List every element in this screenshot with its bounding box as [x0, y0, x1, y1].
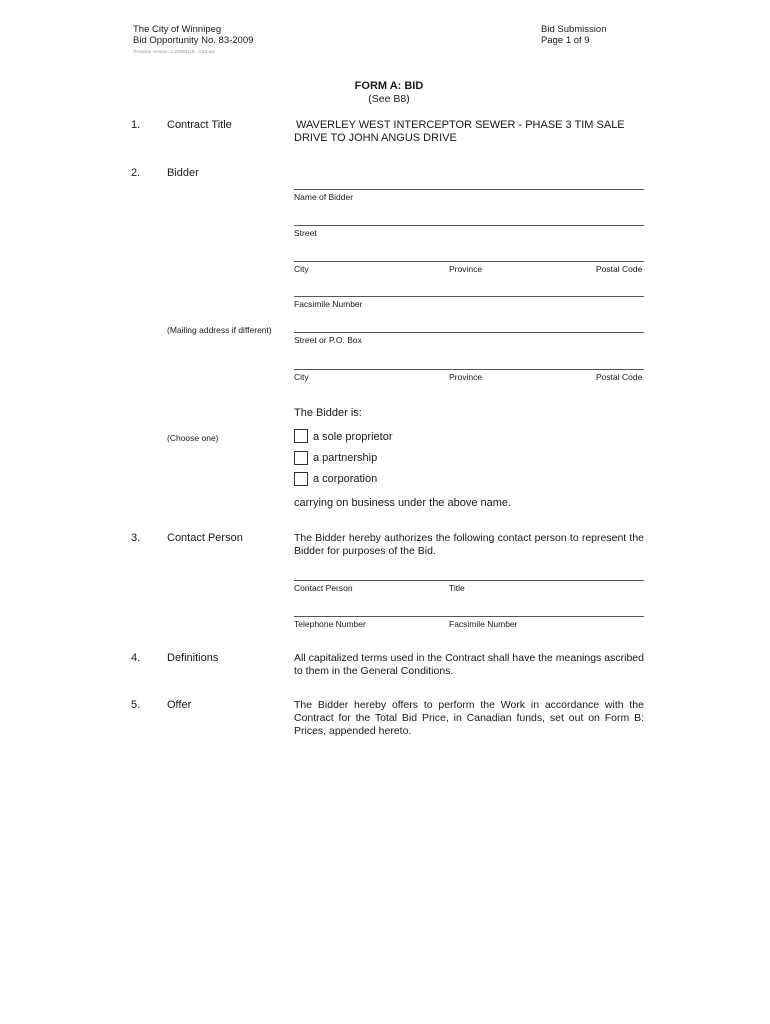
- corporation-label: a corporation: [313, 473, 378, 485]
- contact-facsimile-label: Facsimile Number: [449, 619, 518, 629]
- section-3-label: Contact Person: [167, 532, 243, 544]
- street-line[interactable]: [294, 225, 644, 226]
- section-4-number: 4.: [131, 652, 141, 664]
- section-4-label: Definitions: [167, 652, 219, 664]
- contact-person-label: Contact Person: [294, 583, 353, 593]
- bidder-is-heading: The Bidder is:: [294, 407, 362, 419]
- postal-code-label: Postal Code: [596, 264, 643, 274]
- name-of-bidder-label: Name of Bidder: [294, 192, 354, 202]
- city-province-postal-line[interactable]: [294, 261, 644, 262]
- header-city: The City of Winnipeg: [133, 24, 222, 35]
- offer-text: The Bidder hereby offers to perform the Work in accordance with the Contract for the Total Bid Price, in Canadian funds, set out on Form B: Prices, appended hereto.: [294, 699, 644, 737]
- partnership-checkbox[interactable]: [294, 451, 308, 465]
- telephone-facsimile-line[interactable]: [294, 616, 644, 617]
- telephone-number-label: Telephone Number: [294, 619, 366, 629]
- city-label: City: [294, 264, 309, 274]
- facsimile-line[interactable]: [294, 296, 644, 297]
- section-2-label: Bidder: [167, 167, 199, 179]
- contact-title-label: Title: [449, 583, 465, 593]
- choose-one-note: (Choose one): [167, 433, 219, 443]
- mailing-city-label: City: [294, 372, 309, 382]
- header-bid-submission: Bid Submission: [541, 24, 607, 35]
- section-5-number: 5.: [131, 699, 141, 711]
- name-of-bidder-line[interactable]: [294, 189, 644, 190]
- contract-title-line-2: DRIVE TO JOHN ANGUS DRIVE: [294, 132, 457, 144]
- section-1-number: 1.: [131, 119, 141, 131]
- carrying-on-business-text: carrying on business under the above name.: [294, 497, 512, 509]
- mailing-address-note: (Mailing address if different): [167, 325, 272, 335]
- mailing-city-province-postal-line[interactable]: [294, 369, 644, 370]
- section-3-number: 3.: [131, 532, 141, 544]
- contact-person-line[interactable]: [294, 580, 644, 581]
- corporation-checkbox[interactable]: [294, 472, 308, 486]
- header-template-version: Template Version: C 20090119 - C&S.wd: [133, 49, 215, 54]
- header-bid-opportunity: Bid Opportunity No. 83-2009: [133, 35, 254, 46]
- form-title: FORM A: BID: [354, 80, 424, 92]
- partnership-label: a partnership: [313, 452, 378, 464]
- street-po-line[interactable]: [294, 332, 644, 333]
- contract-title-line-1: WAVERLEY WEST INTERCEPTOR SEWER - PHASE 3 TIM SALE: [296, 119, 625, 131]
- section-5-label: Offer: [167, 699, 192, 711]
- facsimile-label: Facsimile Number: [294, 299, 363, 309]
- section-1-label: Contract Title: [167, 119, 232, 131]
- header-page-number: Page 1 of 9: [541, 35, 590, 46]
- street-label: Street: [294, 228, 317, 238]
- sole-proprietor-checkbox[interactable]: [294, 429, 308, 443]
- definitions-text: All capitalized terms used in the Contract shall have the meanings ascribed to them in the General Conditions.: [294, 652, 644, 677]
- sole-proprietor-label: a sole proprietor: [313, 431, 393, 443]
- mailing-province-label: Province: [449, 372, 483, 382]
- form-subtitle: (See B8): [368, 93, 410, 105]
- mailing-postal-code-label: Postal Code: [596, 372, 643, 382]
- contact-person-text: The Bidder hereby authorizes the following contact person to represent the Bidder for purposes of the Bid.: [294, 532, 644, 557]
- section-2-number: 2.: [131, 167, 141, 179]
- province-label: Province: [449, 264, 483, 274]
- street-po-label: Street or P.O. Box: [294, 335, 362, 345]
